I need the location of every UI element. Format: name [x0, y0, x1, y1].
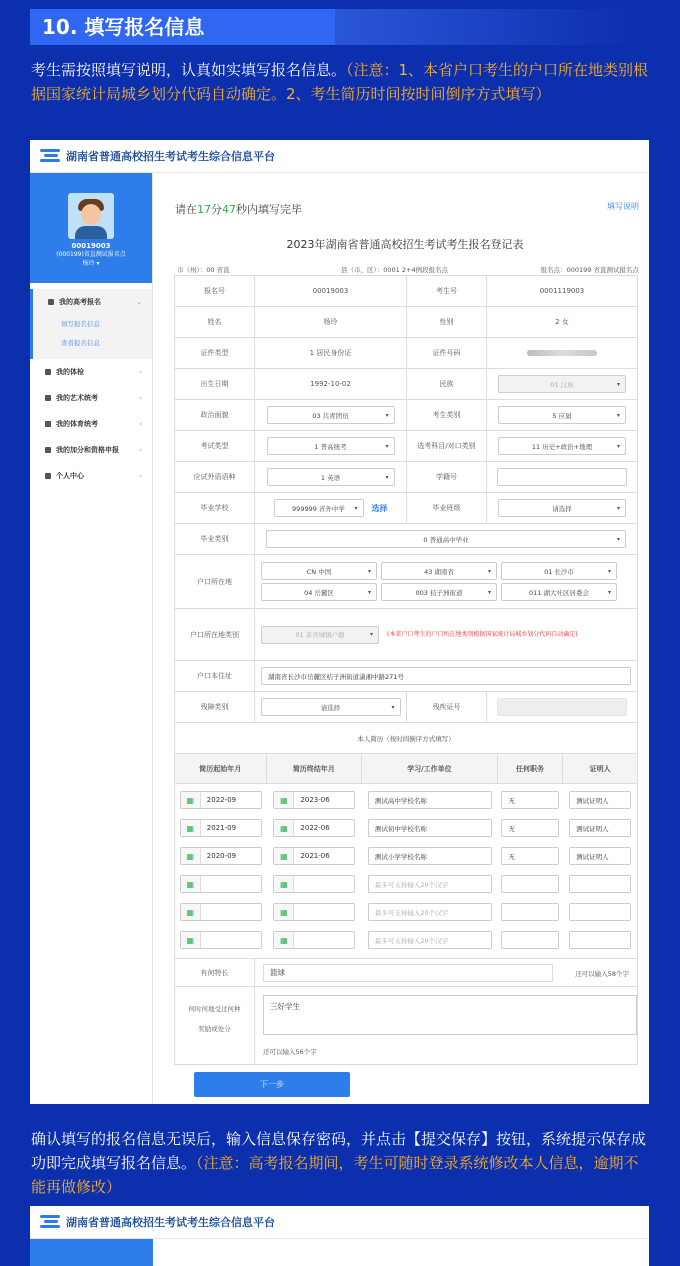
- resume-col-witness: 证明人: [589, 764, 611, 773]
- resume-cell: [362, 870, 497, 898]
- resume-row: [175, 814, 637, 842]
- label-disability: 残障类别: [175, 692, 255, 722]
- resume-job-input[interactable]: [501, 903, 559, 921]
- hukou-country-select[interactable]: CN 中国 ▾: [261, 562, 377, 580]
- user-icon: [45, 473, 51, 479]
- form-title: 2023年湖南省普通高校招生考试考生报名登记表: [286, 238, 524, 251]
- resume-end-date[interactable]: [273, 931, 355, 949]
- resume-rows: [175, 784, 637, 958]
- resume-start-date[interactable]: [180, 931, 262, 949]
- subject-select[interactable]: 11 历史+政治+地理 ▾: [498, 437, 626, 455]
- sidebar: [30, 173, 153, 1104]
- sidebar-item-label: 我的体育统考: [56, 420, 98, 428]
- label-disability-no: 残疾证号: [407, 692, 487, 722]
- award-hint: 还可以输入56个字: [263, 1048, 317, 1056]
- profile-card: [30, 173, 152, 283]
- calendar-icon: ▦: [274, 932, 294, 948]
- resume-witness-input[interactable]: [569, 931, 631, 949]
- label-subject: 选考科目/对口类别: [407, 431, 487, 461]
- sidebar-item-gaokao-registration[interactable]: [30, 289, 152, 315]
- label-birth: 出生日期: [175, 369, 255, 399]
- chevron-left-icon: ‹: [139, 368, 142, 376]
- choose-school-button[interactable]: 选择: [371, 503, 388, 513]
- resume-row: [175, 870, 637, 898]
- app-title-2: 湖南省普通高校招生考试考生综合信息平台: [66, 1216, 275, 1229]
- resume-cell: [498, 898, 564, 926]
- resume-start-date[interactable]: [180, 903, 262, 921]
- label-hukou: 户口所在地: [175, 555, 255, 608]
- resume-row: [175, 786, 637, 814]
- timer-prefix: 请在: [175, 203, 197, 216]
- app-title: 湖南省普通高校招生考试考生综合信息平台: [66, 150, 275, 163]
- label-examno: 考生号: [407, 276, 487, 306]
- sidebar-item-bonus-points[interactable]: [30, 437, 152, 463]
- label-idtype: 证件类型: [175, 338, 255, 368]
- resume-cell: [362, 786, 497, 814]
- resume-row: [175, 842, 637, 870]
- resume-job-input[interactable]: [501, 875, 559, 893]
- user-icon: [45, 447, 51, 453]
- label-idno: 证件号码: [407, 338, 487, 368]
- resume-col-unit: 学习/工作单位: [362, 754, 497, 783]
- meta-county: 县（市、区）：0001 2+4例段报名点: [341, 266, 449, 274]
- label-category: 考生类别: [407, 400, 487, 430]
- platform-logo-icon: [40, 1215, 60, 1229]
- cell-subject: [487, 431, 637, 461]
- chevron-left-icon: ‹: [139, 472, 142, 480]
- sidebar-item-label: 我的加分和资格申报: [56, 446, 119, 454]
- language-select[interactable]: 1 英语 ▾: [267, 468, 395, 486]
- specialty-row: [175, 958, 637, 986]
- resume-cell: [362, 926, 497, 954]
- resume-job-input[interactable]: 无: [501, 819, 559, 837]
- hukou-type-note: (本省户口考生的户口所在地类别根据国家统计局城乡划分代码自动确定): [387, 630, 578, 638]
- resume-cell: [267, 842, 363, 870]
- label-nation: 民族: [407, 369, 487, 399]
- address-input[interactable]: 湖南省长沙市岳麓区桔子洲街道潇湘中路271号: [261, 667, 631, 685]
- intro-note: （注意：1、本省户口考生的户口所在地类别根据国家统计局城乡划分代码自动确定。2、考生简历时间按时间倒序方式填写）: [31, 61, 649, 103]
- avatar: [68, 193, 114, 239]
- label-school: 毕业学校: [175, 493, 255, 523]
- label-examtype: 考试类型: [175, 431, 255, 461]
- resume-cell: [175, 898, 267, 926]
- countdown-timer: [175, 201, 302, 217]
- date-value: 2022-06: [300, 824, 330, 832]
- resume-header-row: [175, 754, 637, 784]
- value-regno: 00019003: [255, 276, 407, 306]
- chevron-left-icon: ‹: [139, 394, 142, 402]
- resume-cell: [563, 842, 637, 870]
- resume-end-date[interactable]: [273, 903, 355, 921]
- sidebar-item-label: 我的体检: [56, 368, 84, 376]
- user-icon: [45, 369, 51, 375]
- award-label: [175, 987, 255, 1064]
- resume-cell: [267, 926, 363, 954]
- resume-start-date[interactable]: [180, 791, 262, 809]
- resume-cell: [175, 926, 267, 954]
- resume-cell: [498, 814, 564, 842]
- redacted-id: [527, 350, 597, 356]
- timer-suffix: 秒内填写完毕: [236, 203, 302, 216]
- timer-seconds: 47: [222, 203, 236, 216]
- cell-studentno: [487, 462, 637, 492]
- calendar-icon: ▦: [274, 792, 294, 808]
- label-class: 毕业班级: [407, 493, 487, 523]
- award-textarea[interactable]: 三好学生: [263, 995, 637, 1035]
- nation-select: 01 汉族 ▾: [498, 375, 626, 393]
- award-row: [175, 986, 637, 1064]
- calendar-icon: ▦: [274, 876, 294, 892]
- cell-nation: [487, 369, 637, 399]
- date-value: 2022-09: [206, 796, 237, 804]
- app-header: [30, 140, 649, 173]
- sidebar-item-sports-exam[interactable]: [30, 411, 152, 437]
- resume-cell: [498, 870, 564, 898]
- specialty-input[interactable]: 篮球: [263, 964, 553, 982]
- timer-minutes: 17: [197, 203, 211, 216]
- label-studentno: 学籍号: [407, 462, 487, 492]
- resume-unit-input[interactable]: 最多可支持输入20个汉字: [368, 903, 492, 921]
- studentno-input[interactable]: [497, 468, 627, 486]
- cell-class: [487, 493, 637, 523]
- screenshot-second-preview: [30, 1206, 649, 1266]
- disability-select[interactable]: 请选择 ▾: [261, 698, 401, 716]
- timer-mid: 分: [211, 203, 222, 216]
- resume-end-date[interactable]: [273, 819, 355, 837]
- sidebar-subitem-fill[interactable]: 填写报名信息: [61, 320, 100, 328]
- calendar-icon: ▦: [181, 848, 201, 864]
- app-header-2: [30, 1206, 649, 1239]
- cell-examtype: [255, 431, 407, 461]
- confirm-text: 确认填写的报名信息无误后，输入信息保存密码，并点击【提交保存】按钮，系统提示保存成功即完成填写报名信息。: [31, 1130, 647, 1172]
- hukou-community-select[interactable]: 011 湖大社区居委会 ▾: [501, 583, 617, 601]
- label-hukou-type: 户口所在地类别: [175, 609, 255, 660]
- resume-cell: [498, 786, 564, 814]
- registration-form: [174, 275, 638, 1065]
- resume-cell: [267, 786, 363, 814]
- resume-end-date[interactable]: [273, 875, 355, 893]
- calendar-icon: ▦: [181, 820, 201, 836]
- sidebar-item-physical-exam[interactable]: [30, 359, 152, 385]
- resume-job-input[interactable]: 无: [501, 791, 559, 809]
- label-regno: 报名号: [175, 276, 255, 306]
- help-link[interactable]: 填写说明: [607, 202, 639, 211]
- resume-witness-input[interactable]: 测试证明人: [569, 819, 631, 837]
- resume-cell: [498, 926, 564, 954]
- chevron-left-icon: ‹: [139, 446, 142, 454]
- resume-unit-input[interactable]: 最多可支持输入20个汉字: [368, 931, 492, 949]
- calendar-icon: ▦: [181, 792, 201, 808]
- label-gradtype: 毕业类别: [175, 524, 255, 554]
- cell-hukou-type: [255, 609, 637, 660]
- profile-site: (000199)省直测试报名点: [56, 251, 126, 258]
- resume-cell: [175, 870, 267, 898]
- chevron-down-icon: ⌄: [136, 298, 142, 306]
- value-idno-redacted: [487, 338, 637, 368]
- confirm-note: （注意：高考报名期间，考生可随时登录系统修改本人信息，逾期不能再做修改）: [31, 1154, 639, 1196]
- user-icon: [45, 421, 51, 427]
- resume-col-end: 简历终结年月: [267, 754, 363, 783]
- sidebar-item-label: 我的高考报名: [59, 298, 101, 306]
- value-examno: 0001119003: [539, 287, 585, 295]
- date-value: 2021-06: [300, 852, 330, 860]
- resume-start-date[interactable]: [180, 875, 262, 893]
- calendar-icon: ▦: [274, 904, 294, 920]
- resume-row: [175, 926, 637, 954]
- resume-witness-input[interactable]: [569, 903, 631, 921]
- sidebar-item-art-exam[interactable]: [30, 385, 152, 411]
- school-select[interactable]: 999999 省外中学 ▾: [274, 499, 364, 517]
- resume-cell: [175, 786, 267, 814]
- resume-col-start: 简历起始年月: [175, 754, 267, 783]
- calendar-icon: ▦: [181, 876, 201, 892]
- resume-unit-input[interactable]: 最多可支持输入20个汉字: [368, 875, 492, 893]
- hukou-district-select[interactable]: 04 岳麓区 ▾: [261, 583, 377, 601]
- resume-cell: [498, 842, 564, 870]
- meta-city: 市（州）：00 省直: [177, 266, 230, 274]
- date-value: 2023-06: [300, 796, 330, 804]
- resume-cell: [563, 786, 637, 814]
- specialty-label: 有何特长: [175, 959, 255, 986]
- resume-cell: [362, 842, 497, 870]
- screenshot-registration-form: [30, 140, 649, 1104]
- resume-witness-input[interactable]: 测试证明人: [569, 847, 631, 865]
- section-heading: 10. 填写报名信息: [30, 9, 335, 45]
- calendar-icon: ▦: [274, 820, 294, 836]
- sidebar-item-label: 个人中心: [56, 472, 84, 480]
- hukou-city-select[interactable]: 01 长沙市 ▾: [501, 562, 617, 580]
- label-politics: 政治面貌: [175, 400, 255, 430]
- resume-row: [175, 898, 637, 926]
- resume-cell: [267, 898, 363, 926]
- sidebar-subitem-view[interactable]: 查看报名信息: [61, 339, 100, 347]
- resume-title: 本人简历（按时间倒序方式填写）: [175, 723, 637, 754]
- resume-unit-input[interactable]: 测试高中学校名称: [368, 791, 492, 809]
- resume-unit-input[interactable]: 测试初中学校名称: [368, 819, 492, 837]
- resume-start-date[interactable]: [180, 819, 262, 837]
- label-address: 户口本住址: [175, 661, 255, 691]
- intro-text: 考生需按照填写说明，认真如实填写报名信息。: [31, 61, 347, 79]
- resume-cell: [563, 898, 637, 926]
- resume-col-job: 任何职务: [498, 754, 564, 783]
- resume-cell: [267, 870, 363, 898]
- sidebar-2: [30, 1239, 153, 1266]
- meta-site: 报名点：000199 省直测试报名点: [540, 266, 639, 274]
- sidebar-item-label: 我的艺术统考: [56, 394, 98, 402]
- profile-name-dropdown[interactable]: 杨玲 ▾: [82, 260, 100, 267]
- user-icon: [48, 299, 54, 305]
- resume-witness-input[interactable]: 测试证明人: [569, 791, 631, 809]
- cell-category: [487, 400, 637, 430]
- cell-politics: [255, 400, 407, 430]
- resume-end-date[interactable]: [273, 791, 355, 809]
- intro-paragraph: [31, 58, 651, 106]
- resume-cell: [175, 814, 267, 842]
- resume-cell: [563, 870, 637, 898]
- value-name: 杨玲: [255, 307, 407, 337]
- politics-select[interactable]: 03 共青团员 ▾: [267, 406, 395, 424]
- resume-cell: [267, 814, 363, 842]
- gradtype-select[interactable]: 0 普通高中毕业 ▾: [266, 530, 626, 548]
- calendar-icon: ▦: [181, 904, 201, 920]
- platform-logo-icon: [40, 149, 60, 163]
- cell-gradtype: [255, 524, 637, 554]
- sidebar-menu: [30, 283, 152, 489]
- label-sex: 性别: [407, 307, 487, 337]
- hukou-type-select: 01 非省城镇户籍 ▾: [261, 626, 379, 644]
- calendar-icon: ▦: [274, 848, 294, 864]
- resume-cell: [563, 926, 637, 954]
- resume-job-input[interactable]: [501, 931, 559, 949]
- profile-id: 00019003: [71, 242, 111, 250]
- resume-start-date[interactable]: [180, 847, 262, 865]
- class-select[interactable]: 请选择 ▾: [498, 499, 626, 517]
- disability-no-input: [497, 698, 627, 716]
- cell-hukou: [255, 555, 637, 608]
- calendar-icon: ▦: [181, 932, 201, 948]
- resume-unit-input[interactable]: 测试小学学校名称: [368, 847, 492, 865]
- date-value: 2021-09: [206, 824, 237, 832]
- hukou-province-select[interactable]: 43 湖南省 ▾: [381, 562, 497, 580]
- label-name: 姓名: [175, 307, 255, 337]
- resume-job-input[interactable]: 无: [501, 847, 559, 865]
- examtype-select[interactable]: 1 普高统考 ▾: [267, 437, 395, 455]
- award-label-line1: 何时何地受过何种: [188, 1005, 241, 1013]
- resume-cell: [362, 814, 497, 842]
- cell-school: [255, 493, 407, 523]
- hukou-street-select[interactable]: 003 桔子洲街道 ▾: [381, 583, 497, 601]
- sidebar-item-personal-center[interactable]: [30, 463, 152, 489]
- label-language: 应试外语语种: [175, 462, 255, 492]
- cell-disability-no: [487, 692, 637, 722]
- category-select[interactable]: 5 应届 ▾: [498, 406, 626, 424]
- resume-witness-input[interactable]: [569, 875, 631, 893]
- cell-address: [255, 661, 637, 691]
- value-sex: 2 女: [555, 318, 569, 326]
- confirm-paragraph: [31, 1127, 651, 1199]
- value-idtype: 1 居民身份证: [255, 338, 407, 368]
- value-birth: 1992-10-02: [255, 369, 407, 399]
- user-icon: [45, 395, 51, 401]
- date-value: 2020-09: [206, 852, 237, 860]
- specialty-hint: 还可以输入58个字: [575, 970, 629, 978]
- cell-language: [255, 462, 407, 492]
- next-step-button[interactable]: 下一步: [194, 1072, 350, 1097]
- cell-disability: [255, 692, 407, 722]
- resume-cell: [175, 842, 267, 870]
- resume-cell: [362, 898, 497, 926]
- chevron-left-icon: ‹: [139, 420, 142, 428]
- award-label-line2: 奖励或处分: [198, 1025, 231, 1033]
- sidebar-submenu: [30, 315, 152, 359]
- resume-end-date[interactable]: [273, 847, 355, 865]
- resume-cell: [563, 814, 637, 842]
